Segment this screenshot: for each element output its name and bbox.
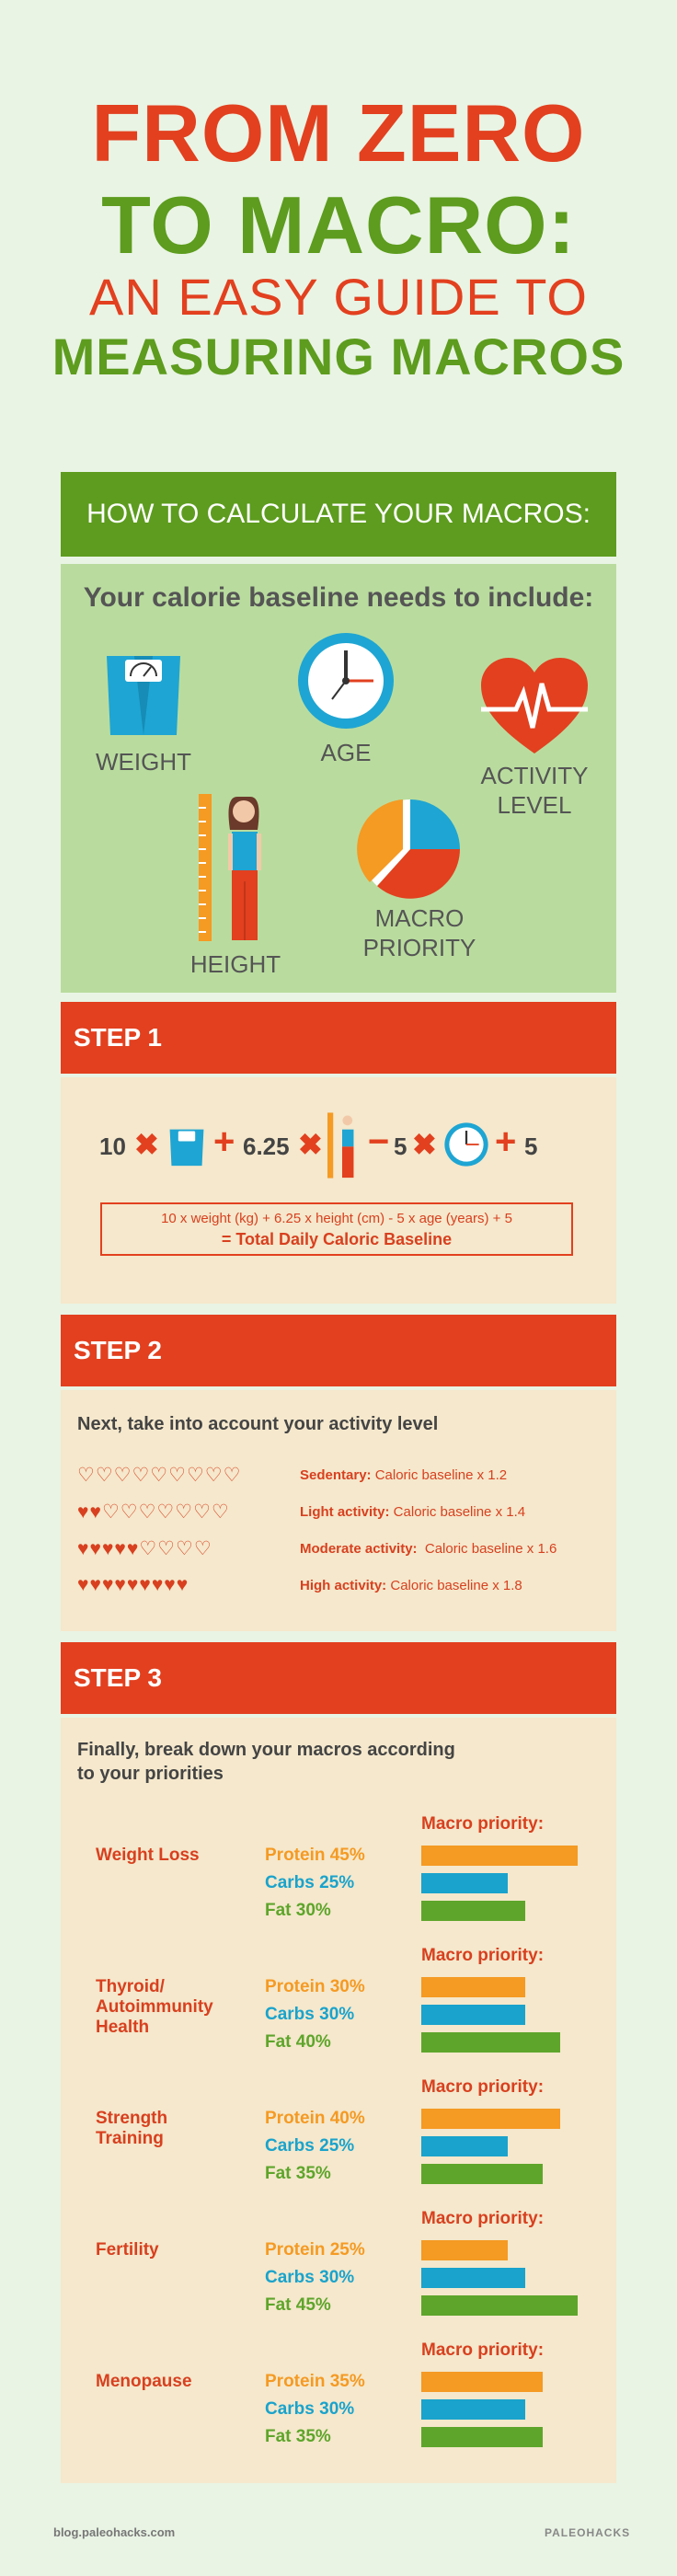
activity-text	[300, 1504, 525, 1520]
carbs-bar	[421, 1873, 508, 1893]
goal-name-1: Menopause	[96, 2372, 192, 2391]
protein-label: Protein 30%	[265, 1977, 365, 1996]
fat-bar	[421, 2427, 543, 2447]
height-icon	[199, 789, 281, 946]
macro-priority-label: Macro priority:	[421, 2340, 545, 2360]
title-line-3: AN EASY GUIDE TO	[89, 268, 588, 326]
macro-priority-label: Macro priority:	[421, 2077, 545, 2097]
protein-bar	[421, 2372, 543, 2392]
hearts-rating: ♥♥♥♥♥♡♡♡♡	[77, 1538, 212, 1559]
activity-name: High activity:	[300, 1578, 387, 1593]
fat-label: Fat 40%	[265, 2032, 331, 2052]
goal-name-1: Fertility	[96, 2240, 159, 2260]
protein-label: Protein 35%	[265, 2372, 365, 2391]
carbs-label: Carbs 30%	[265, 2268, 355, 2287]
scale-icon	[98, 647, 189, 739]
step3-intro-2: to your priorities	[77, 1764, 224, 1784]
heart-rate-icon	[479, 656, 590, 757]
coef-10: 10	[99, 1133, 126, 1160]
macro-label-2: PRIORITY	[362, 934, 476, 961]
carbs-label: Carbs 30%	[265, 2399, 355, 2419]
activity-text	[300, 1541, 557, 1557]
plus-icon: +	[495, 1121, 517, 1162]
carbs-bar	[421, 2399, 525, 2420]
fat-bar	[421, 2032, 560, 2053]
clock-icon-small	[443, 1121, 489, 1167]
step3-header: STEP 3	[61, 1642, 616, 1714]
fat-label: Fat 35%	[265, 2164, 331, 2183]
clock-icon	[295, 630, 396, 731]
step3-intro-1: Finally, break down your macros according	[77, 1740, 455, 1760]
carbs-label: Carbs 30%	[265, 2005, 355, 2024]
carbs-bar	[421, 2005, 525, 2025]
protein-bar	[421, 2109, 560, 2129]
height-icon-small	[327, 1109, 364, 1182]
title-line-4: MEASURING MACROS	[52, 328, 625, 385]
activity-row	[77, 1537, 611, 1565]
goal-name-2: Training	[96, 2129, 164, 2148]
fat-bar	[421, 2295, 578, 2316]
activity-label-1: ACTIVITY	[480, 762, 589, 789]
pie-chart-icon	[355, 794, 465, 904]
protein-label: Protein 25%	[265, 2240, 365, 2260]
fat-label: Fat 35%	[265, 2427, 331, 2446]
activity-name: Moderate activity:	[300, 1541, 418, 1557]
coef-625: 6.25	[243, 1133, 290, 1160]
activity-row	[77, 1501, 611, 1528]
times-icon: ✖	[412, 1128, 437, 1161]
protein-label: Protein 45%	[265, 1846, 365, 1865]
goal-block	[61, 2077, 616, 2206]
hearts-rating: ♡♡♡♡♡♡♡♡♡	[77, 1465, 242, 1486]
protein-bar	[421, 2240, 508, 2260]
scale-icon-small	[166, 1123, 208, 1169]
fat-bar	[421, 1901, 525, 1921]
carbs-label: Carbs 25%	[265, 1873, 355, 1892]
activity-name: Light activity:	[300, 1504, 390, 1520]
activity-name: Sedentary:	[300, 1467, 372, 1483]
footer-brand: PALEOHACKS	[545, 2526, 631, 2539]
title-line-1: FROM ZERO	[91, 87, 586, 178]
age-label: AGE	[320, 739, 372, 766]
activity-desc: Caloric baseline x 1.2	[371, 1467, 508, 1483]
protein-bar	[421, 1846, 578, 1866]
carbs-bar	[421, 2268, 525, 2288]
protein-bar	[421, 1977, 525, 1997]
activity-text	[300, 1467, 507, 1483]
calc-header: HOW TO CALCULATE YOUR MACROS:	[61, 472, 616, 557]
times-icon: ✖	[298, 1128, 323, 1161]
equation	[61, 1114, 616, 1188]
carbs-bar	[421, 2136, 508, 2156]
formula-total: = Total Daily Caloric Baseline	[221, 1230, 453, 1248]
step1-box	[61, 1077, 616, 1304]
fat-bar	[421, 2164, 543, 2184]
coef-5: 5	[394, 1133, 407, 1160]
step2-header: STEP 2	[61, 1315, 616, 1386]
title-line-2: TO MACRO:	[101, 179, 576, 270]
goal-name-3: Health	[96, 2018, 150, 2037]
carbs-label: Carbs 25%	[265, 2136, 355, 2156]
weight-label: WEIGHT	[96, 748, 191, 776]
times-icon: ✖	[134, 1128, 159, 1161]
goal-name-2: Autoimmunity	[96, 1997, 213, 2017]
activity-desc: Caloric baseline x 1.4	[389, 1504, 526, 1520]
protein-label: Protein 40%	[265, 2109, 365, 2128]
activity-text	[300, 1578, 522, 1593]
fat-label: Fat 30%	[265, 1901, 331, 1920]
goal-block	[61, 1814, 616, 1943]
step2-box	[61, 1390, 616, 1631]
hearts-rating: ♥♥♥♥♥♥♥♥♥	[77, 1574, 189, 1595]
hearts-rating: ♥♥♡♡♡♡♡♡♡	[77, 1501, 230, 1523]
formula-text: 10 x weight (kg) + 6.25 x height (cm) - 5 x age (years) + 5	[161, 1211, 512, 1226]
goal-name-1: Strength	[96, 2109, 168, 2128]
goal-block	[61, 2340, 616, 2469]
goal-name-1: Weight Loss	[96, 1846, 200, 1865]
goal-name-1: Thyroid/	[96, 1977, 165, 1996]
plus-icon: +	[213, 1121, 235, 1162]
step3-box	[61, 1718, 616, 2483]
activity-label-2: LEVEL	[497, 791, 572, 819]
macro-priority-label: Macro priority:	[421, 2209, 545, 2228]
height-label: HEIGHT	[189, 950, 281, 978]
footer-url: blog.paleohacks.com	[53, 2525, 176, 2539]
minus-icon: −	[368, 1121, 390, 1162]
goal-block	[61, 2209, 616, 2338]
macro-priority-label: Macro priority:	[421, 1946, 545, 1965]
activity-row	[77, 1464, 611, 1491]
formula-box	[100, 1202, 573, 1256]
activity-desc: Caloric baseline x 1.8	[386, 1578, 522, 1593]
step1-header: STEP 1	[61, 1002, 616, 1074]
activity-desc: Caloric baseline x 1.6	[417, 1541, 557, 1557]
macro-priority-label: Macro priority:	[421, 1814, 545, 1834]
fat-label: Fat 45%	[265, 2295, 331, 2315]
macro-label-1: MACRO	[374, 904, 465, 932]
const-5: 5	[524, 1133, 538, 1160]
calc-box	[61, 564, 616, 993]
calc-subtitle: Your calorie baseline needs to include:	[83, 582, 594, 613]
goal-block	[61, 1946, 616, 2075]
activity-row	[77, 1574, 611, 1602]
step2-intro: Next, take into account your activity level	[77, 1414, 439, 1434]
